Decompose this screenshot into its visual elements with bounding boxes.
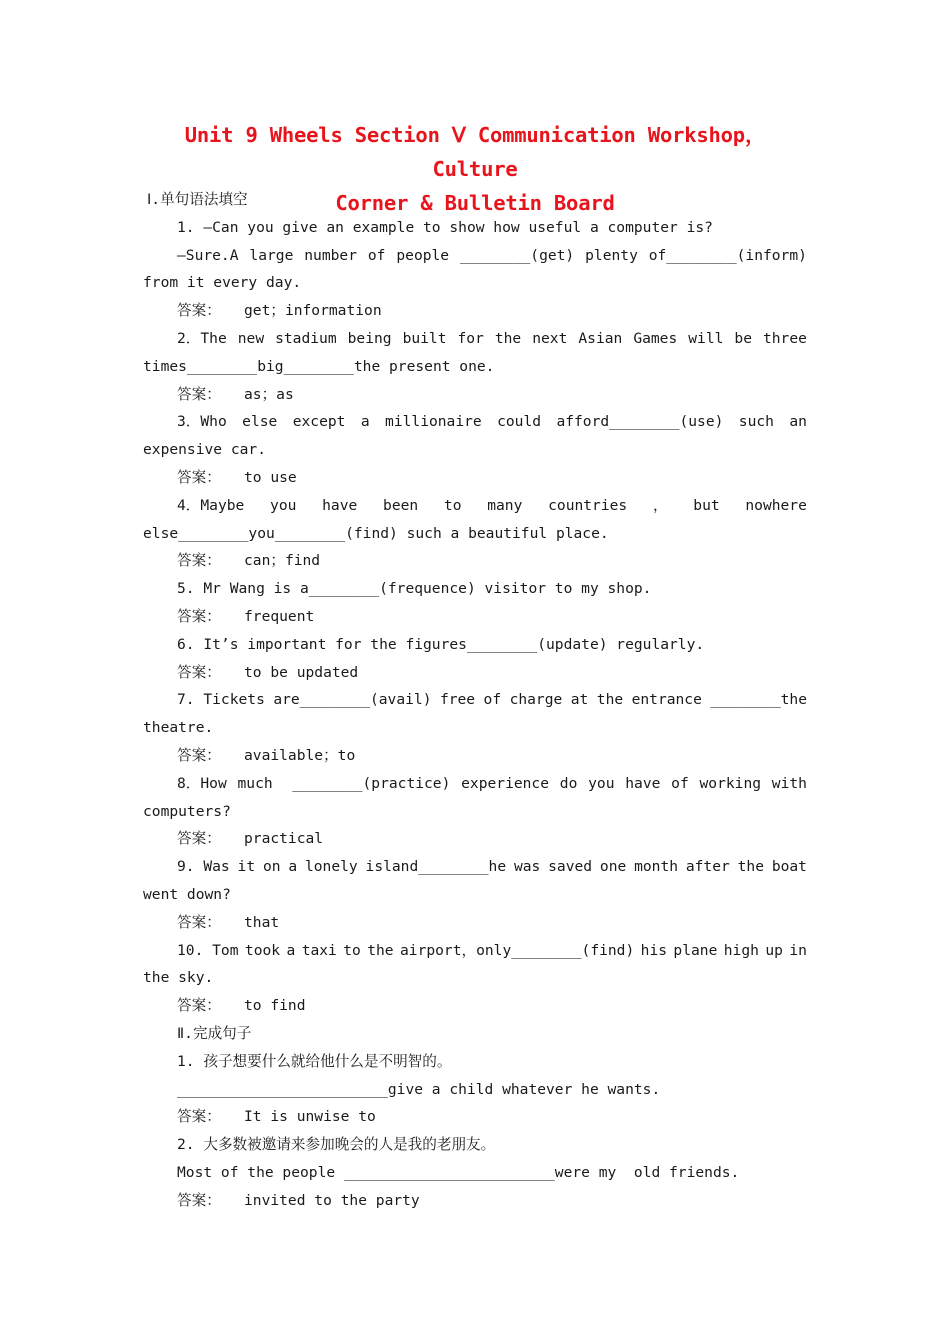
document-body [143, 186, 807, 1214]
section-1-heading: Ⅰ.单句语法填空 [147, 191, 248, 208]
word: three [762, 329, 807, 347]
word: took [244, 941, 281, 959]
word: working [699, 774, 762, 792]
question-1-line-1: 1. —Can you give an example to show how useful a computer is? [177, 218, 713, 236]
question-7-line-1 [143, 686, 807, 714]
question-3-line-1 [143, 408, 807, 436]
question-8-line-1 [143, 770, 807, 798]
word: 4．Maybe [177, 496, 245, 514]
word: the [367, 941, 394, 959]
word: people [396, 246, 450, 264]
word: could [497, 413, 542, 431]
word: up [765, 941, 783, 959]
word: at [570, 691, 589, 709]
word: have [625, 774, 661, 792]
word: 2．The [177, 329, 227, 347]
translation-1-prompt: 1. 孩子想要什么就给他什么是不明智的。 [177, 1052, 452, 1070]
word: the [596, 691, 624, 709]
word: nowhere [745, 496, 807, 514]
question-8-line-2: computers? [143, 802, 231, 820]
answer-label: 答案： [177, 385, 221, 403]
answer-6 [143, 659, 807, 687]
word: have [322, 496, 358, 514]
question-9-line-1 [143, 853, 807, 881]
word: island________he [365, 858, 507, 876]
word: of________(inform) [648, 246, 807, 264]
question-1-line-3: from it every day. [143, 274, 302, 292]
word: 8．How [177, 774, 227, 792]
answer-label: 答案： [177, 607, 221, 625]
answer-s2-1 [143, 1103, 807, 1131]
word: month [634, 858, 679, 876]
answer-7 [143, 742, 807, 770]
word: are________(avail) [273, 691, 432, 709]
question-6-line-1: 6. It’s important for the figures________(update) regularly. [177, 635, 705, 653]
word: do [559, 774, 578, 792]
word: stadium [275, 329, 337, 347]
word: the [737, 858, 764, 876]
word: a [286, 941, 296, 959]
word: entrance [631, 691, 702, 709]
word: built [402, 329, 447, 347]
answer-label: 答案： [177, 302, 221, 320]
word: it [237, 858, 256, 876]
answer-9 [143, 909, 807, 937]
word: plenty [585, 246, 638, 264]
word: airport，only________(find) [400, 941, 635, 959]
word: the [494, 329, 522, 347]
answer-text: available；to [244, 746, 356, 764]
word: plane [673, 941, 718, 959]
answer-5 [143, 603, 807, 631]
word: in [789, 941, 807, 959]
word: a [288, 858, 298, 876]
question-5-line-1: 5. Mr Wang is a________(frequence) visitor to my shop. [177, 580, 652, 598]
word: ________(get) [460, 246, 575, 264]
word: except [292, 413, 346, 431]
answer-1 [143, 297, 807, 325]
answer-label: 答案： [177, 997, 221, 1015]
answer-label: 答案： [177, 1191, 221, 1209]
word: else [242, 413, 278, 431]
word: was [513, 858, 541, 876]
answer-4 [143, 547, 807, 575]
translation-1-sentence: ________________________give a child whatever he wants. [177, 1080, 661, 1098]
word: to [443, 496, 462, 514]
title-line-1: Unit 9 Wheels Section Ⅴ Communication Workshop，Culture [184, 123, 766, 181]
word: large [249, 246, 294, 264]
answer-s2-2 [143, 1187, 807, 1215]
translation-2-prompt: 2. 大多数被邀请来参加晚会的人是我的老朋友。 [177, 1136, 496, 1154]
word: much [237, 774, 273, 792]
answer-label: 答案： [177, 468, 221, 486]
word: charge [509, 691, 563, 709]
question-3-line-2: expensive car. [143, 441, 267, 459]
word: free [439, 691, 476, 709]
word: 10. Tom [177, 941, 239, 959]
answer-text: to find [244, 997, 306, 1015]
translation-2-sentence: Most of the people ________________________were my old friends. [177, 1163, 740, 1181]
word: 3．Who [177, 413, 227, 431]
word: but [693, 496, 720, 514]
word: on [262, 858, 281, 876]
word: millionaire [385, 413, 482, 431]
word: an [789, 413, 807, 431]
word: Asian [578, 329, 623, 347]
answer-label: 答案： [177, 746, 221, 764]
answer-text: as；as [244, 385, 294, 403]
word: next [532, 329, 568, 347]
answer-label: 答案： [177, 830, 221, 848]
answer-label: 答案： [177, 663, 221, 681]
answer-text: that [244, 913, 280, 931]
word: a [360, 413, 370, 431]
question-9-line-2: went down? [143, 885, 231, 903]
word: many [487, 496, 523, 514]
title-line-2: Corner & Bulletin Board [335, 191, 615, 215]
answer-text: to use [244, 468, 297, 486]
word: high [723, 941, 759, 959]
word: will [688, 329, 724, 347]
answer-text: can；find [244, 552, 321, 570]
answer-2 [143, 381, 807, 409]
answer-text: get；information [244, 302, 382, 320]
question-4-line-1 [143, 492, 807, 520]
word: for [457, 329, 484, 347]
word: such [738, 413, 774, 431]
question-2-line-2: times________big________the present one. [143, 357, 495, 375]
word: of [367, 246, 386, 264]
word: saved [548, 858, 593, 876]
answer-3 [143, 464, 807, 492]
question-2-line-1 [143, 325, 807, 353]
question-1-line-2 [143, 242, 807, 270]
word: of [671, 774, 689, 792]
word: experience [461, 774, 550, 792]
word: 9. Was [177, 858, 230, 876]
section-2-heading: Ⅱ.完成句子 [177, 1024, 252, 1042]
word: ________the [710, 691, 807, 709]
question-10-line-2: the sky. [143, 969, 214, 987]
word: his [640, 941, 668, 959]
answer-text: practical [244, 830, 324, 848]
answer-text: It is unwise to [244, 1108, 376, 1126]
question-10-line-1 [143, 937, 807, 965]
question-4-line-2: else________you________(find) such a beautiful place. [143, 524, 609, 542]
word: with [771, 774, 807, 792]
word: one [599, 858, 627, 876]
word: Games [633, 329, 678, 347]
word: you [588, 774, 615, 792]
word: been [383, 496, 419, 514]
word: taxi [301, 941, 337, 959]
word: after [685, 858, 730, 876]
word: countries [548, 496, 628, 514]
word: ________(practice) [283, 774, 451, 792]
answer-8 [143, 825, 807, 853]
answer-text: invited to the party [244, 1191, 420, 1209]
word: lonely [304, 858, 358, 876]
word: of [483, 691, 502, 709]
word: 7. Tickets [177, 691, 265, 709]
word: being [347, 329, 392, 347]
word: new [237, 329, 265, 347]
answer-text: to be updated [244, 663, 359, 681]
word: to [343, 941, 361, 959]
word: you [270, 496, 297, 514]
answer-10 [143, 992, 807, 1020]
word: —Sure.A [177, 246, 239, 264]
word: boat [771, 858, 807, 876]
answer-label: 答案： [177, 552, 221, 570]
answer-label: 答案： [177, 1108, 221, 1126]
word: ， [652, 496, 668, 514]
word: afford________(use) [556, 413, 724, 431]
answer-label: 答案： [177, 913, 221, 931]
answer-text: frequent [244, 607, 315, 625]
word: number [304, 246, 357, 264]
word: be [734, 329, 752, 347]
question-7-line-2: theatre. [143, 719, 214, 737]
